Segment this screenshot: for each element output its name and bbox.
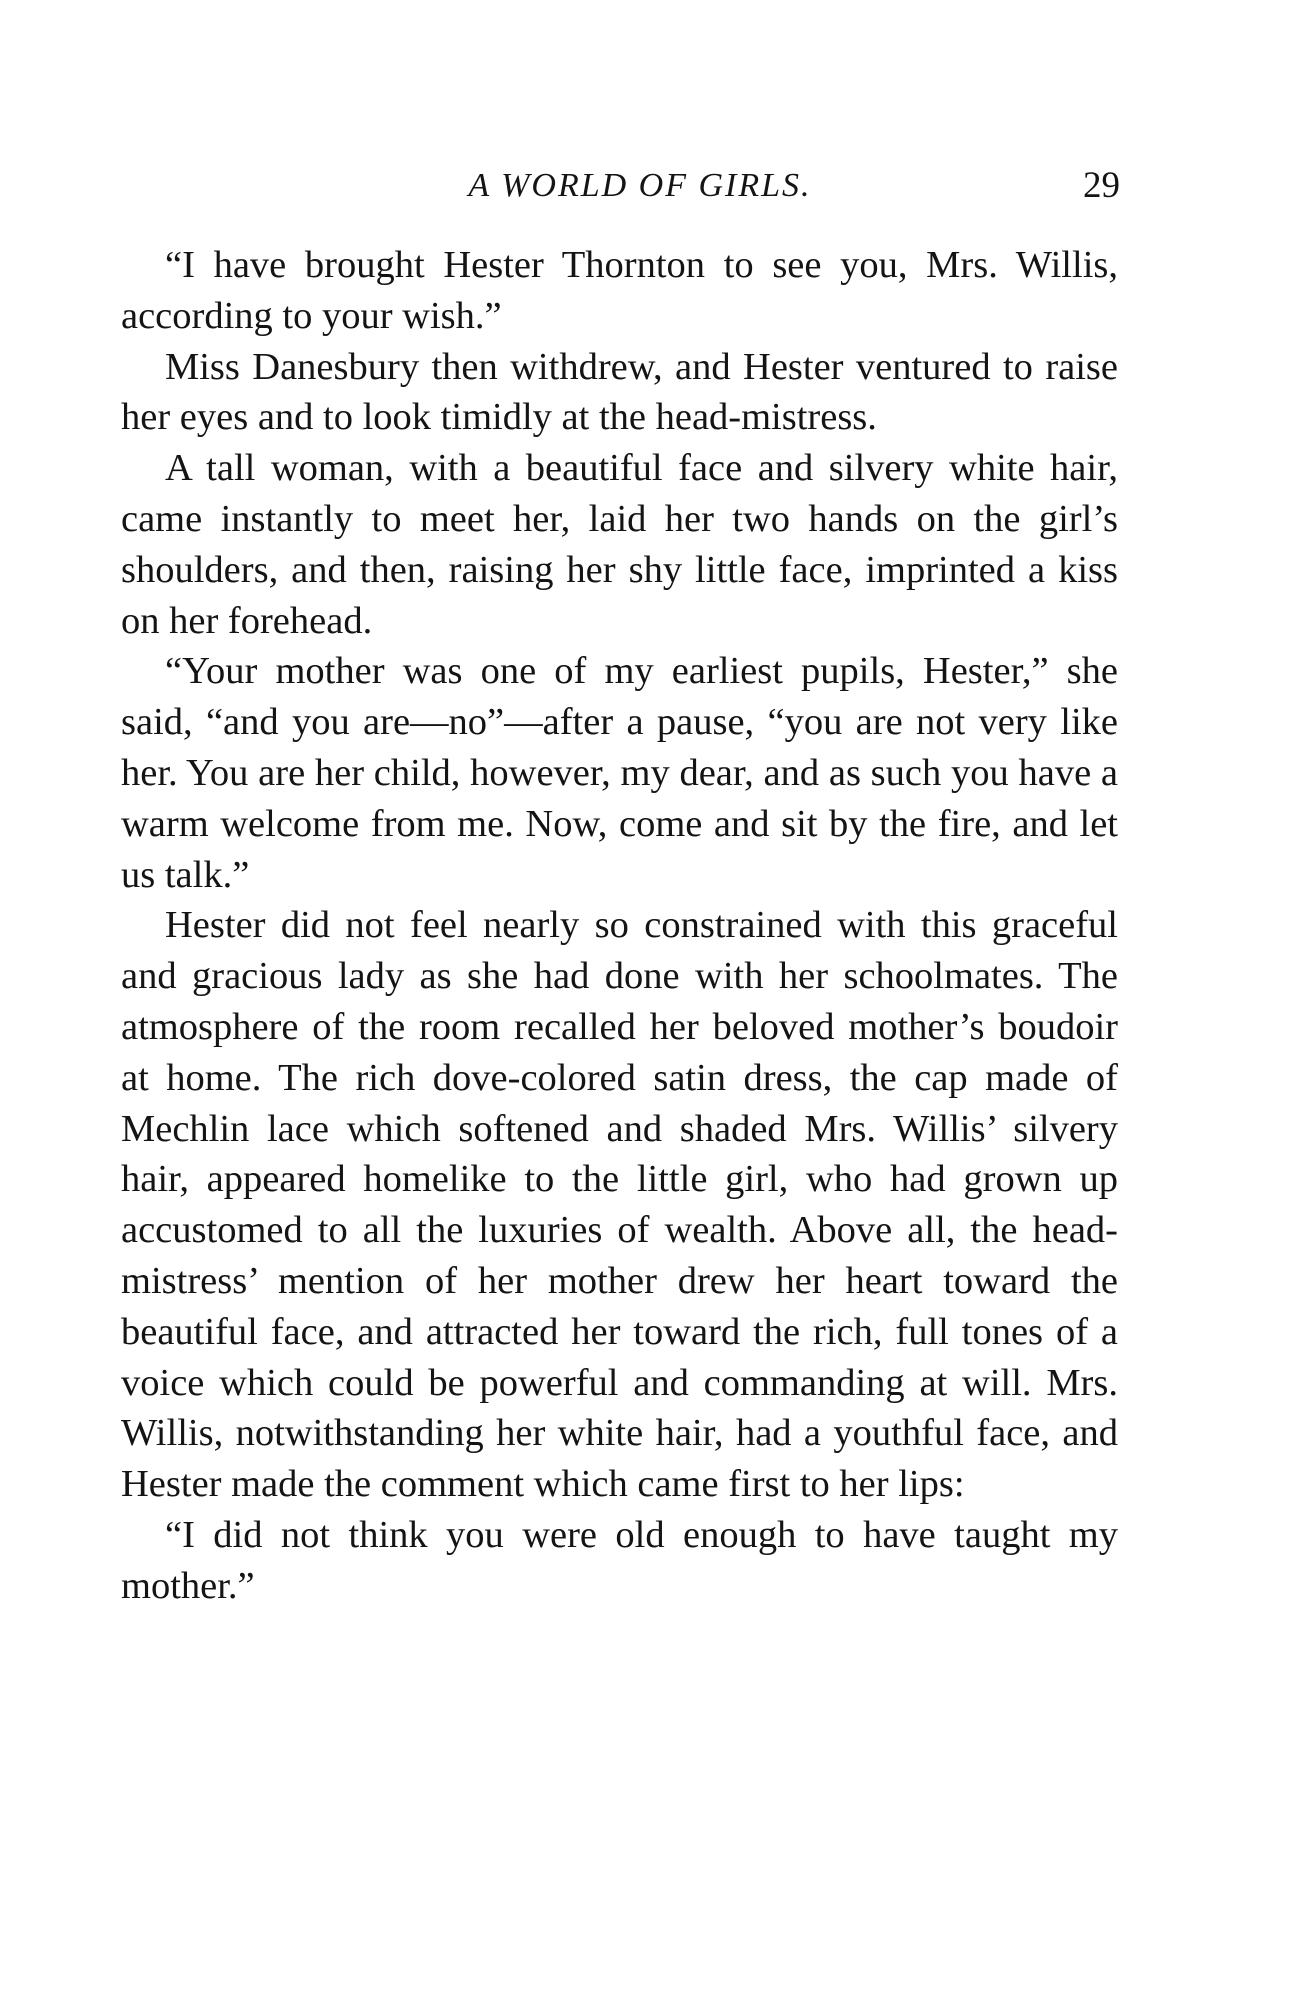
- paragraph: “I did not think you were old enough to have taught my mother.”: [121, 1513, 1118, 1607]
- page-number: 29: [1083, 165, 1120, 206]
- paragraph: Miss Danesbury then withdrew, and Hester ventured to raise her eyes and to look timidly at the head-mistress.: [121, 345, 1118, 439]
- paragraph: “I have brought Hester Thornton to see you, Mrs. Willis, according to your wish.”: [121, 244, 1118, 337]
- paragraph: A tall woman, with a beautiful face and silvery white hair, came instantly to meet her, laid her two hands on the girl’s shoulders, and then, raising her shy little face, imprinted a kiss on her forehead.: [121, 447, 1118, 642]
- paragraph: “Your mother was one of my earliest pupils, Hester,” she said, “and you are—no”—after a pause, “you are not very like her. You are her child, however, my dear, and as such you have a warm welcome from me. Now, come and sit by the fire, and let us talk.”: [121, 650, 1118, 896]
- running-head: [120, 160, 1120, 212]
- body-text: [121, 240, 1118, 1612]
- paragraph: Hester did not feel nearly so constrained with this graceful and gracious lady as she had done with her schoolmates. The atmosphere of the room recalled her beloved mother’s boudoir at home. The rich dove-colored satin dress, the cap made of Mechlin lace which softened and shaded Mrs. Willis’ silvery hair, appeared homelike to the little girl, who had grown up accustomed to all the luxuries of wealth. Above all, the head-mistress’ mention of her mother drew her heart toward the beautiful face, and attracted her toward the rich, full tones of a voice which could be powerful and commanding at will. Mrs. Willis, notwithstanding her white hair, had a youthful face, and Hester made the comment which came first to her lips:: [121, 904, 1118, 1506]
- running-title: A WORLD OF GIRLS.: [468, 167, 812, 204]
